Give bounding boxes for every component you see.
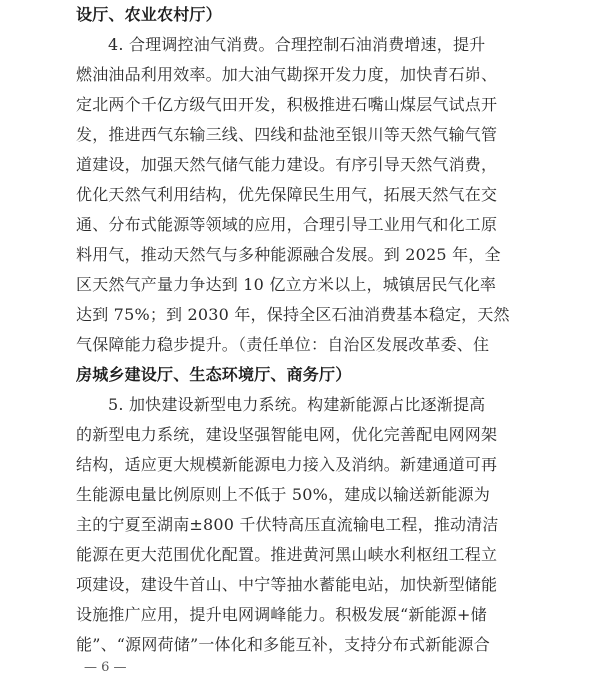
text-line-7: 优化天然气利用结构，优先保障民生用气，拓展天然气在交 <box>76 185 498 204</box>
page-number: — 6 — <box>84 660 127 675</box>
text-line-1: 设厅、农业农村厅） <box>76 5 222 24</box>
text-line-5: 发，推进西气东输三线、四线和盐池至银川等天然气输气管 <box>76 125 498 144</box>
text-line-4: 定北两个千亿方级气田开发，积极推进石嘴山煤层气试点开 <box>76 95 498 114</box>
text-line-15: 的新型电力系统，建设坚强智能电网，优化完善配电网网架 <box>76 425 498 444</box>
text-line-22: 能”、“源网荷储”一体化和多能互补，支持分布式新能源合 <box>76 635 490 654</box>
text-line-6: 道建设，加强天然气储气能力建设。有序引导天然气消费， <box>76 155 498 174</box>
text-line-10: 区天然气产量力争达到 10 亿立方米以上，城镇居民气化率 <box>76 275 497 294</box>
text-line-16: 结构，适应更大规模新能源电力接入及消纳。新建通道可再 <box>76 455 498 474</box>
text-line-12: 气保障能力稳步提升。（责任单位：自治区发展改革委、住 <box>76 335 490 354</box>
text-line-18: 主的宁夏至湖南±800 千伏特高压直流输电工程，推动清洁 <box>76 515 499 534</box>
text-line-3: 燃油油品利用效率。加大油气勘探开发力度，加快青石峁、 <box>76 65 498 84</box>
text-line-13: 房城乡建设厅、生态环境厅、商务厅） <box>76 365 352 384</box>
text-line-21: 设施推广应用，提升电网调峰能力。积极发展“新能源+储 <box>76 605 487 624</box>
text-line-8: 通、分布式能源等领域的应用，合理引导工业用气和化工原 <box>76 215 498 234</box>
text-line-19: 能源在更大范围优化配置。推进黄河黑山峡水利枢纽工程立 <box>76 545 498 564</box>
text-line-11: 达到 75%；到 2030 年，保持全区石油消费基本稳定，天然 <box>76 305 510 324</box>
text-line-20: 项建设，建设牛首山、中宁等抽水蓄能电站，加快新型储能 <box>76 575 498 594</box>
text-line-2: 4. 合理调控油气消费。合理控制石油消费增速，提升 <box>108 35 486 54</box>
text-line-14: 5. 加快建设新型电力系统。构建新能源占比逐渐提高 <box>108 395 486 414</box>
text-line-17: 生能源电量比例原则上不低于 50%，建成以输送新能源为 <box>76 485 491 504</box>
text-line-9: 料用气，推动天然气与多种能源融合发展。到 2025 年，全 <box>76 245 501 264</box>
